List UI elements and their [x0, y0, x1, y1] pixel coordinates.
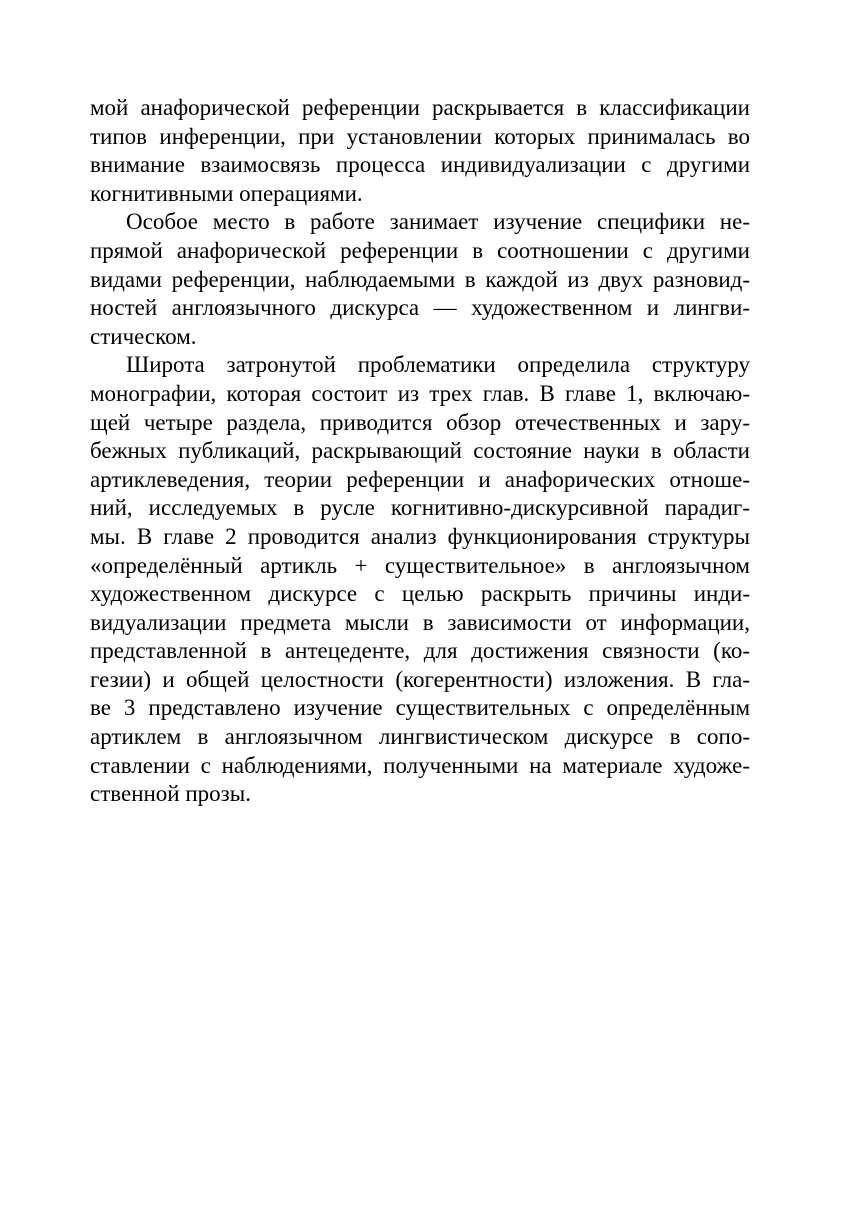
text-line: щей четыре раздела, приводится обзор отечественных и зару- [90, 409, 750, 435]
text-line: видами референции, наблюдаемыми в каждой из двух разновид- [90, 266, 750, 292]
text-line: видуализации предмета мысли в зависимости от информации, [90, 609, 750, 635]
text-line: ственной прозы. [90, 781, 251, 807]
text-line: артиклем в англоязычном лингвистическом дискурсе в сопо- [90, 724, 750, 750]
paragraph [90, 208, 750, 351]
text-line: ставлении с наблюдениями, полученными на материале художе- [90, 752, 750, 778]
paragraph [90, 94, 750, 208]
text-line: представленной в антецеденте, для достижения связности (ко- [90, 638, 750, 664]
text-line: «определённый артикль + существительное» в англоязычном [90, 552, 750, 578]
text-line: Широта затронутой проблематики определила структуру [126, 352, 750, 378]
text-line: бежных публикаций, раскрывающий состояние науки в области [90, 438, 750, 464]
document-body [90, 94, 750, 809]
text-line: внимание взаимосвязь процесса индивидуализации с другими [90, 152, 750, 178]
text-line: ний, исследуемых в русле когнитивно-дискурсивной парадиг- [90, 495, 750, 521]
text-line: ностей англоязычного дискурса — художественном и лингви- [90, 295, 750, 321]
text-line: ве 3 представлено изучение существительных с определённым [90, 695, 750, 721]
text-line: типов инференции, при установлении которых принималась во [90, 123, 750, 149]
text-line: стическом. [90, 323, 197, 349]
paragraph [90, 351, 750, 809]
text-line: монографии, которая состоит из трех глав. В главе 1, включаю- [90, 380, 750, 406]
text-line: художественном дискурсе с целью раскрыть причины инди- [90, 581, 750, 607]
text-line: мой анафорической референции раскрывается в классификации [90, 95, 750, 120]
text-line: мы. В главе 2 проводится анализ функционирования структуры [90, 523, 750, 549]
text-line: прямой анафорической референции в соотношении с другими [90, 237, 750, 263]
text-line: артиклеведения, теории референции и анафорических отноше- [90, 466, 750, 492]
text-line: когнитивными операциями. [90, 180, 363, 206]
text-line: гезии) и общей целостности (когерентности) изложения. В гла- [90, 666, 750, 692]
text-line: Особое место в работе занимает изучение специфики не- [126, 209, 750, 235]
